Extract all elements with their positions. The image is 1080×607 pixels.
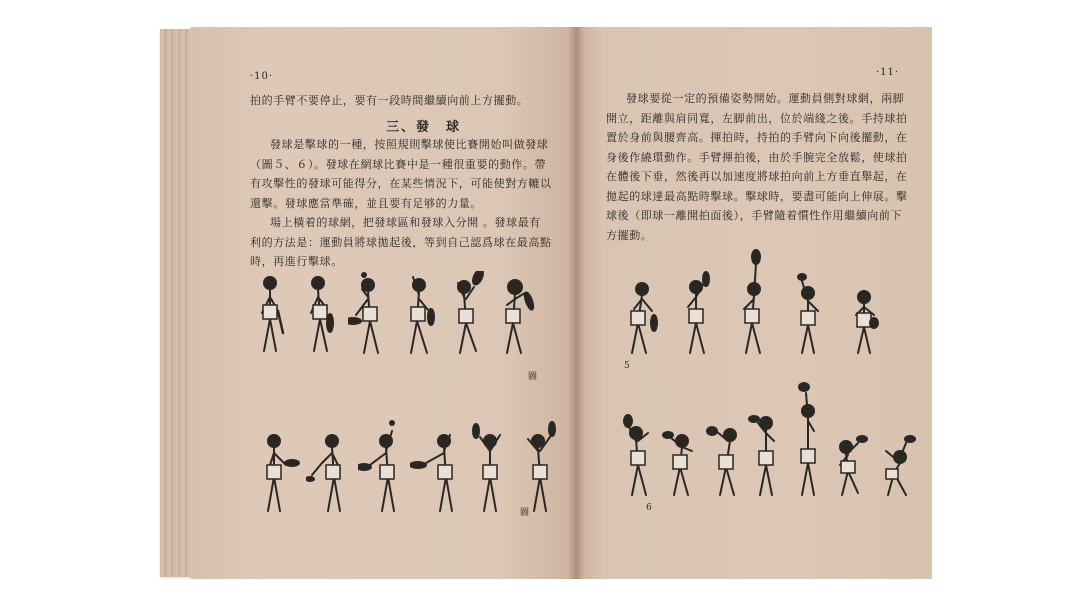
player-figure xyxy=(844,249,884,359)
page-number-left: ·10· xyxy=(250,71,274,82)
page-number-right: ·11· xyxy=(876,67,900,78)
figure-6 xyxy=(620,381,918,501)
figure-caption-top: 圖 xyxy=(528,372,538,382)
player-figure xyxy=(358,419,404,519)
book-gutter xyxy=(568,27,584,579)
open-book xyxy=(160,27,932,579)
figure-5 xyxy=(620,249,884,359)
section-heading: 三、發 球 xyxy=(386,120,462,135)
player-figure xyxy=(410,419,460,519)
figure-5-label: 5 xyxy=(624,361,630,371)
player-figure xyxy=(788,381,826,501)
player-figure xyxy=(348,271,388,361)
left-paragraph-2: 場上橫着的球網，把發球區和發球入分開 。發球最有 利的方法是：運動員將球拋起後，等到自己認爲球在最高點 時，再進行擊球。 xyxy=(250,216,552,268)
player-figure xyxy=(788,249,828,359)
figure-6-label: 6 xyxy=(646,503,652,513)
player-figure xyxy=(466,419,512,519)
player-figure xyxy=(830,381,868,501)
player-figure xyxy=(250,271,290,361)
serve-figure-row-top xyxy=(250,271,535,361)
player-figure xyxy=(446,271,486,361)
player-figure xyxy=(518,419,558,519)
player-figure xyxy=(676,249,716,359)
serve-figure-row-bottom xyxy=(258,419,558,519)
player-figure xyxy=(662,381,700,501)
player-figure xyxy=(495,271,535,361)
player-figure xyxy=(299,271,339,361)
player-figure xyxy=(872,381,918,501)
player-figure xyxy=(306,419,352,519)
right-paragraph: 發球要從一定的預備姿勢開始。運動員側對球網，兩脚 開立，距離與肩同寬，左脚前出，位於端綫之後。手持球拍 置於身前與腰齊高。揮拍時，持拍的手臂向下向後擺動，在 身後作繞環動作。手臂揮拍後，由於手腕完全放鬆，使球拍 在體後下垂，然後再以加速度將球拍向前上方垂直舉起，在 拋起的球達最高點時擊球。擊球時，要盡可能向上伸展。擊 球後（即球一離開拍面後），手臂隨着慣性作用繼續向前下 方擺動。 xyxy=(606,92,908,242)
player-figure xyxy=(746,381,784,501)
player-figure xyxy=(620,249,660,359)
player-figure xyxy=(397,271,437,361)
left-page xyxy=(190,27,576,579)
left-first-line: 拍的手臂不要停止，要有一段時間繼續向前上方擺動。 xyxy=(250,94,529,107)
player-figure xyxy=(620,381,658,501)
player-figure xyxy=(704,381,742,501)
player-figure xyxy=(258,419,300,519)
right-page xyxy=(576,27,932,579)
left-paragraph-1: 發球是擊球的一種，按照規則擊球使比賽開始叫做發球 （圖５、６）。發球在網球比賽中是一種很重要的動作。帶 有攻擊性的發球可能得分，在某些情況下，可能使對方轆以 還擊。發球應當準確，並且要有足够的力量。 xyxy=(250,138,552,210)
figure-caption-bottom: 圖 xyxy=(520,508,530,518)
player-figure xyxy=(732,249,772,359)
